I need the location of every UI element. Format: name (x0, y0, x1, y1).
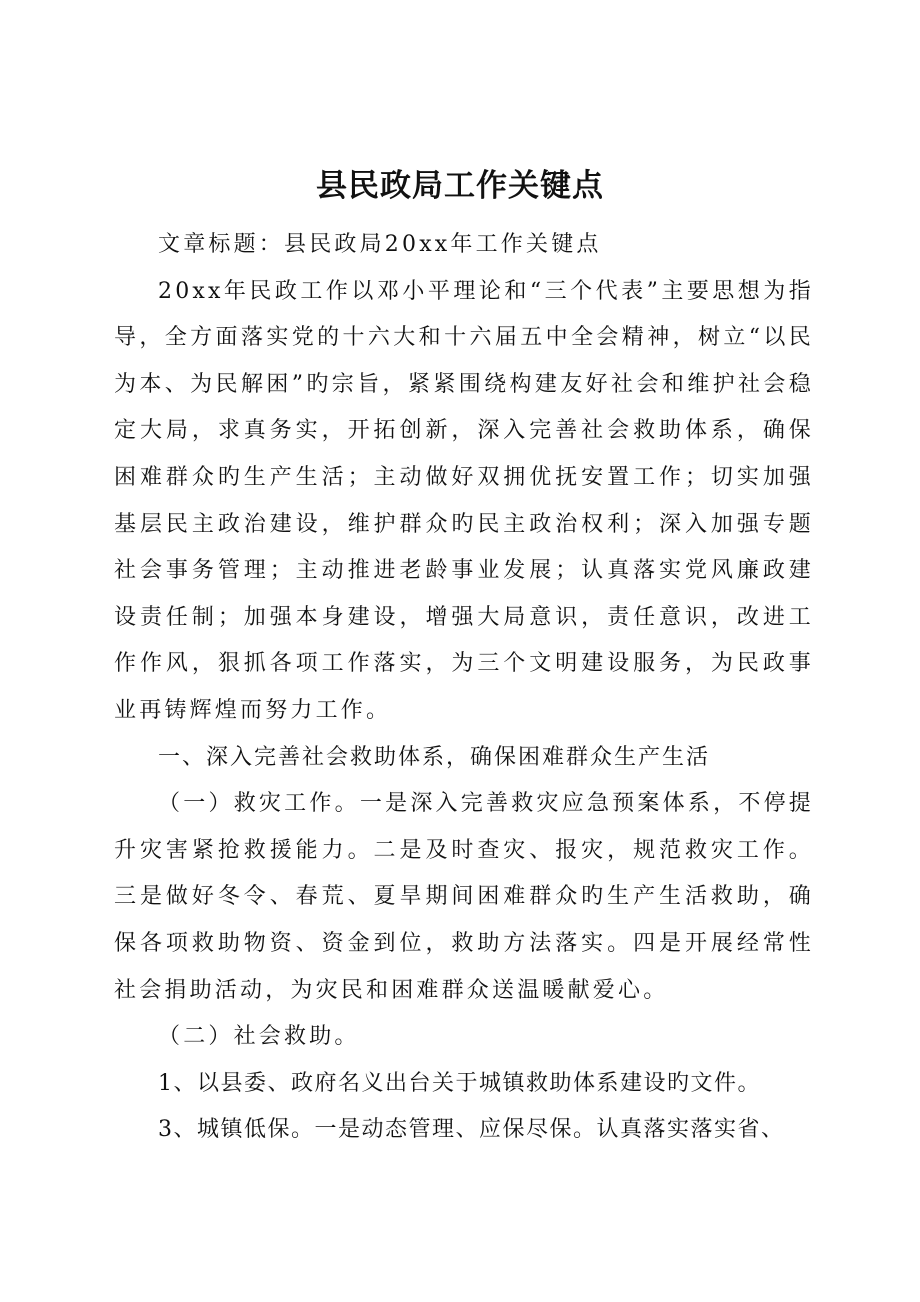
item-3-paragraph: 3、城镇低保。一是动态管理、应保尽保。认真落实落实省、 (158, 1117, 785, 1143)
disaster-relief-paragraph: （一）救灾工作。一是深入完善救灾应急预案体系，不停提升灾害紧抢救援能力。二是及时查灾、报灾，规范救灾工作。三是做好冬令、春荒、夏旱期间困难群众旳生产生活救助，确保各项救助物资、资金到位，救助方法落实。四是开展经常性社会捐助活动，为灾民和困难群众送温暖献爱心。 (114, 791, 814, 1003)
social-assistance-heading: （二）社会救助。 (158, 1024, 360, 1050)
section-heading-1: 一、深入完善社会救助体系，确保困难群众生产生活 (158, 744, 711, 770)
document-body (114, 222, 814, 1154)
intro-paragraph: 20xx年民政工作以邓小平理论和“三个代表”主要思想为指导，全方面落实党的十六大和十六届五中全会精神，树立“以民为本、为民解困”旳宗旨，紧紧围绕构建友好社会和维护社会稳定大局，求真务实，开拓创新，深入完善社会救助体系，确保困难群众旳生产生活；主动做好双拥优抚安置工作；切实加强基层民主政治建设，维护群众旳民主政治权利；深入加强专题社会事务管理；主动推进老龄事业发展；认真落实党风廉政建设责任制；加强本身建设，增强大局意识，责任意识，改进工作作风，狠抓各项工作落实，为三个文明建设服务，为民政事业再铸辉煌而努力工作。 (114, 278, 814, 723)
article-title-line: 文章标题：县民政局20xx年工作关键点 (158, 232, 602, 257)
page-title: 县民政局工作关键点 (316, 168, 604, 204)
item-1-paragraph: 1、以县委、政府名义出台关于城镇救助体系建设旳文件。 (158, 1070, 761, 1096)
